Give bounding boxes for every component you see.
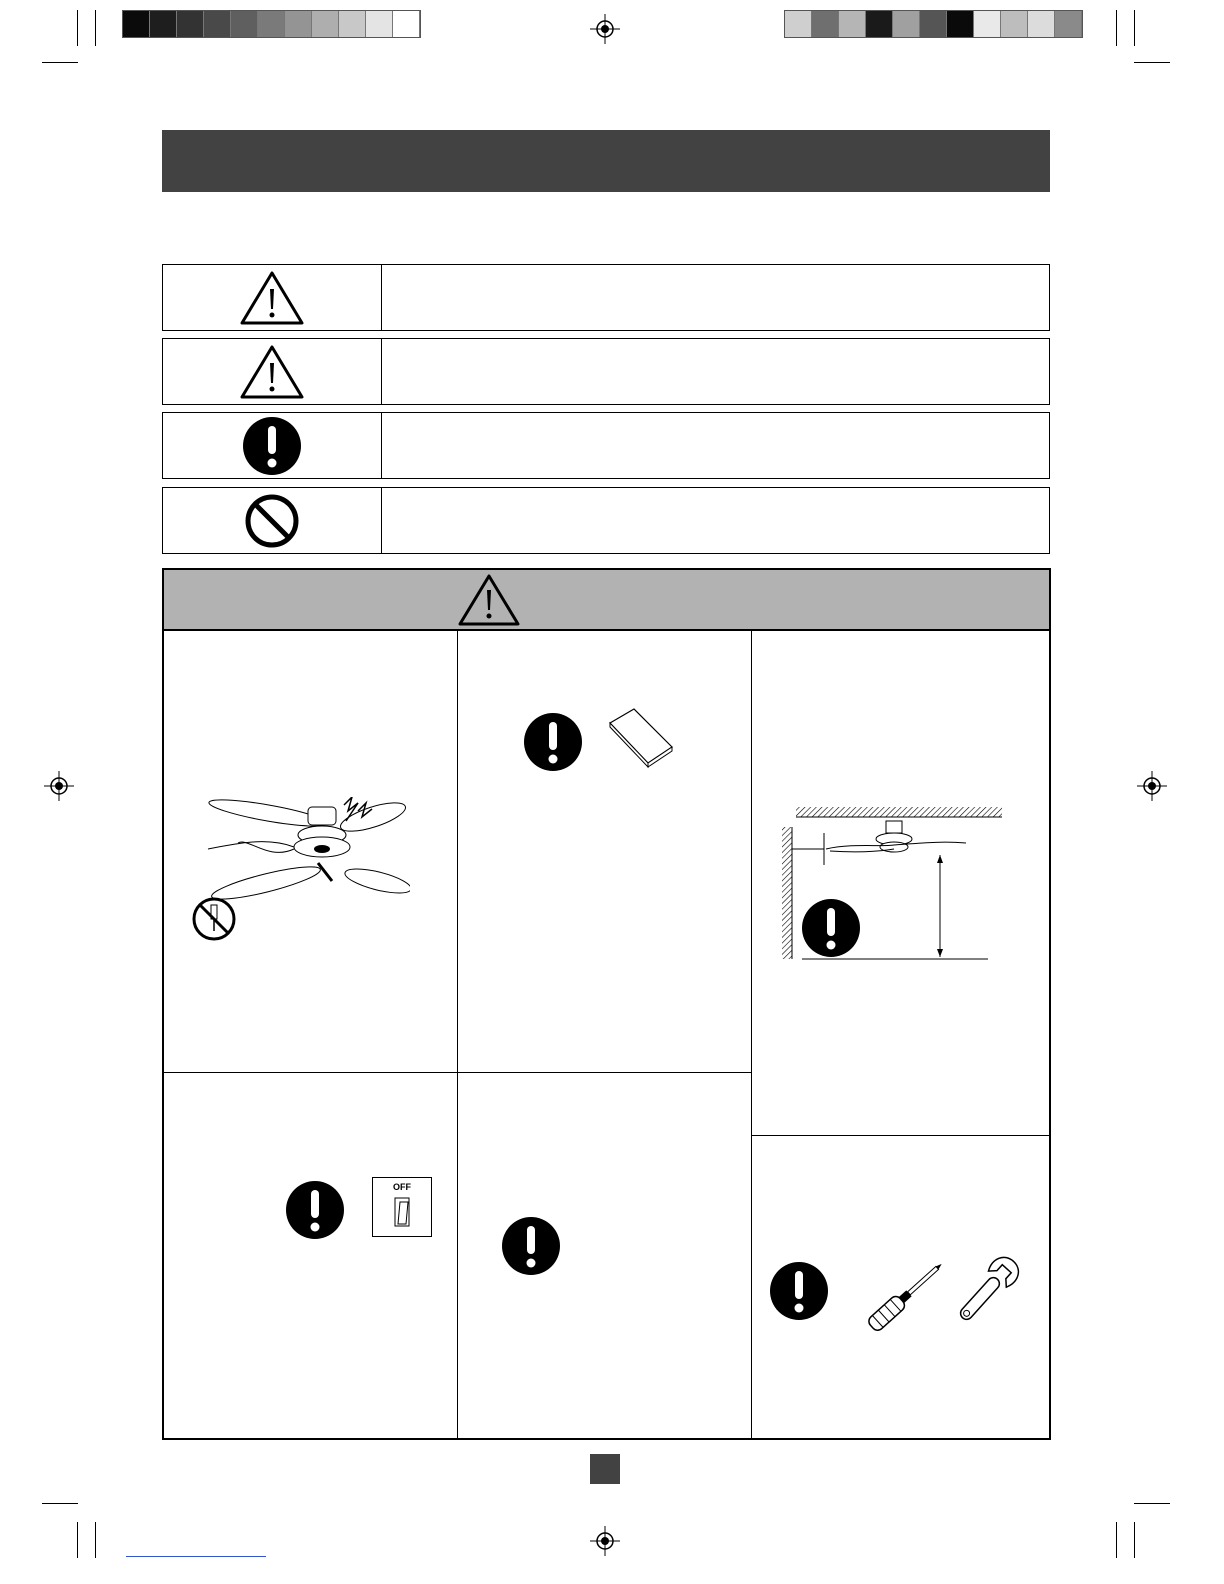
wrench-icon	[944, 1246, 1024, 1342]
cell-mandatory-action	[458, 1073, 751, 1438]
registration-mark-bottom	[590, 1526, 620, 1556]
cell-read-manual	[458, 629, 751, 1072]
mandatory-exclamation-icon	[241, 415, 303, 477]
page-number-box	[590, 1454, 620, 1484]
color-swatch	[893, 11, 920, 37]
color-swatch	[785, 11, 812, 37]
section-title-bar	[162, 130, 1050, 192]
color-swatch	[812, 11, 839, 37]
color-swatch	[339, 11, 366, 37]
color-swatch	[123, 11, 150, 37]
warning-triangle-icon	[456, 573, 522, 627]
mandatory-exclamation-icon	[768, 1260, 830, 1322]
color-swatch	[920, 11, 947, 37]
mandatory-exclamation-icon	[522, 711, 584, 773]
color-swatch	[177, 11, 204, 37]
color-calibration-bar-left	[122, 10, 421, 38]
warning-grid-header	[164, 570, 1049, 631]
legend-row-mandatory	[162, 412, 1050, 479]
cell-no-disassembly	[164, 629, 457, 1072]
legend-row-caution	[162, 338, 1050, 405]
color-swatch	[231, 11, 258, 37]
bottom-link-underline	[126, 1556, 266, 1557]
color-swatch	[393, 11, 420, 37]
screwdriver-icon	[856, 1248, 956, 1344]
caution-triangle-icon	[238, 343, 306, 401]
switch-off-label: OFF	[393, 1182, 411, 1192]
registration-mark-right	[1137, 771, 1167, 801]
mandatory-exclamation-icon	[284, 1179, 346, 1241]
power-switch-off-icon	[372, 1177, 432, 1237]
mandatory-exclamation-icon	[800, 897, 862, 959]
warning-triangle-icon	[238, 269, 306, 327]
color-swatch	[839, 11, 866, 37]
color-swatch	[366, 11, 393, 37]
color-swatch	[150, 11, 177, 37]
color-swatch	[1055, 11, 1082, 37]
color-swatch	[866, 11, 893, 37]
color-swatch	[1028, 11, 1055, 37]
prohibition-icon	[243, 492, 301, 550]
mandatory-exclamation-icon	[500, 1215, 562, 1277]
color-swatch	[1001, 11, 1028, 37]
warning-grid	[162, 568, 1051, 1440]
no-disassembly-icon	[190, 895, 238, 943]
color-swatch	[204, 11, 231, 37]
color-swatch	[947, 11, 974, 37]
color-swatch	[285, 11, 312, 37]
instruction-book-icon	[606, 707, 676, 769]
legend-row-warning	[162, 264, 1050, 331]
ceiling-fan-electric-shock-illustration	[198, 797, 410, 901]
color-swatch	[974, 11, 1001, 37]
color-calibration-bar-right	[784, 10, 1083, 38]
registration-mark-left	[44, 771, 74, 801]
registration-mark-top	[590, 14, 620, 44]
color-swatch	[258, 11, 285, 37]
cell-use-proper-tools	[752, 1136, 1049, 1438]
color-swatch	[312, 11, 339, 37]
cell-switch-off-power	[164, 1073, 457, 1438]
cell-installation-clearance	[752, 629, 1049, 1135]
legend-row-prohibition	[162, 487, 1050, 554]
